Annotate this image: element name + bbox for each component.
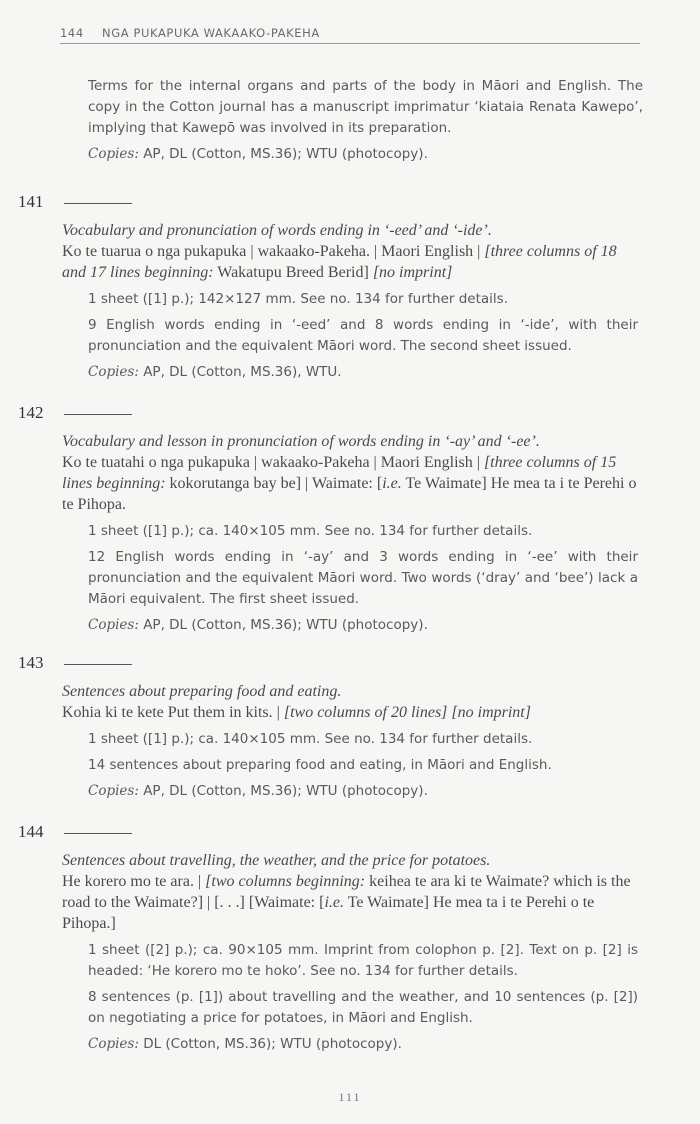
- entry-number: 142: [18, 403, 44, 422]
- entry-copies: Copies: AP, DL (Cotton, MS.36), WTU.: [88, 364, 342, 380]
- entry-143: [18, 653, 638, 802]
- entry-142: [18, 403, 638, 636]
- running-header: [60, 26, 640, 44]
- entry-note: 8 sentences (p. [1]) about travelling and the weather, and 10 sentences (p. [2]) on negotiating a price for potatoes, in Māori and English.: [88, 989, 638, 1026]
- entry-transcription: Ko te tuarua o nga pukapuka | wakaako-Pakeha. | Maori English | [three columns of 18 and 17 lines beginning: Wakatupu Breed Berid] [no imprint]: [62, 243, 617, 281]
- entry-note: 14 sentences about preparing food and eating, in Māori and English.: [88, 757, 552, 773]
- intro-continuation: [88, 76, 643, 165]
- entry-physical: 1 sheet ([1] p.); 142×127 mm. See no. 134 for further details.: [88, 291, 509, 307]
- entry-rule: [64, 833, 132, 834]
- entry-title: Sentences about travelling, the weather, and the price for potatoes.: [62, 852, 491, 869]
- entry-title: Sentences about preparing food and eating.: [62, 683, 342, 700]
- entry-rule: [64, 203, 132, 204]
- intro-description: Terms for the internal organs and parts of the body in Māori and English. The copy in the Cotton journal has a manuscript imprimatur ‘kiataia Renata Kawepo’, implying that Kawepō was involved in its preparation.: [88, 78, 643, 136]
- entry-copies: Copies: AP, DL (Cotton, MS.36); WTU (photocopy).: [88, 783, 428, 799]
- entry-details: [88, 729, 638, 802]
- entry-144: [18, 822, 638, 1055]
- entry-number: 143: [18, 653, 44, 672]
- entry-details: [88, 940, 638, 1055]
- entry-note: 9 English words ending in ‘-eed’ and 8 words ending in ‘-ide’, with their pronunciation and the equivalent Māori word. The second sheet issued.: [88, 317, 638, 354]
- page-number: 144: [60, 26, 84, 40]
- entry-title: Vocabulary and pronunciation of words ending in ‘-eed’ and ‘-ide’.: [62, 222, 492, 239]
- entry-details: [88, 521, 638, 636]
- entry-141: [18, 192, 638, 383]
- entry-number: 144: [18, 822, 44, 841]
- entry-transcription: Ko te tuatahi o nga pukapuka | wakaako-Pakeha | Maori English | [three columns of 15 lines beginning: kokorutanga bay be] | Waimate: [i.e. Te Waimate] He mea ta i te Perehi o te Pihopa.: [62, 454, 637, 513]
- entry-note: 12 English words ending in ‘-ay’ and 3 words ending in ‘-ee’ with their pronunciation and the equivalent Māori word. Two words (‘dray’ and ‘bee’) lack a Māori equivalent. The first sheet issued.: [88, 549, 638, 607]
- running-title: NGA PUKAPUKA WAKAAKO-PAKEHA: [102, 26, 320, 40]
- entry-physical: 1 sheet ([1] p.); ca. 140×105 mm. See no. 134 for further details.: [88, 523, 533, 539]
- entry-title-block: [62, 220, 638, 283]
- entry-title-block: [62, 850, 638, 934]
- entry-title-block: [62, 681, 638, 723]
- copies-label: Copies:: [88, 146, 139, 162]
- entry-physical: 1 sheet ([2] p.); ca. 90×105 mm. Imprint from colophon p. [2]. Text on p. [2] is headed: ‘He korero mo te hoko’. See no. 134 for further details.: [88, 942, 638, 979]
- copies-text: AP, DL (Cotton, MS.36); WTU (photocopy).: [143, 146, 428, 162]
- entry-rule: [64, 664, 132, 665]
- entry-title-block: [62, 431, 638, 515]
- entry-title: Vocabulary and lesson in pronunciation of words ending in ‘-ay’ and ‘-ee’.: [62, 433, 540, 450]
- entry-copies: Copies: DL (Cotton, MS.36); WTU (photocopy).: [88, 1036, 402, 1052]
- entry-physical: 1 sheet ([1] p.); ca. 140×105 mm. See no. 134 for further details.: [88, 731, 533, 747]
- entry-number: 141: [18, 192, 44, 211]
- entry-transcription: He korero mo te ara. | [two columns beginning: keihea te ara ki te Waimate? which is the road to the Waimate?] | [. . .] [Waimate: [i.e. Te Waimate] He mea ta i te Perehi o te Pihopa.]: [62, 873, 631, 932]
- entry-rule: [64, 414, 132, 415]
- entry-details: [88, 289, 638, 383]
- intro-copies: [88, 144, 643, 165]
- page-folio: 111: [338, 1090, 362, 1104]
- entry-transcription: Kohia ki te kete Put them in kits. | [two columns of 20 lines] [no imprint]: [62, 704, 531, 721]
- entry-copies: Copies: AP, DL (Cotton, MS.36); WTU (photocopy).: [88, 617, 428, 633]
